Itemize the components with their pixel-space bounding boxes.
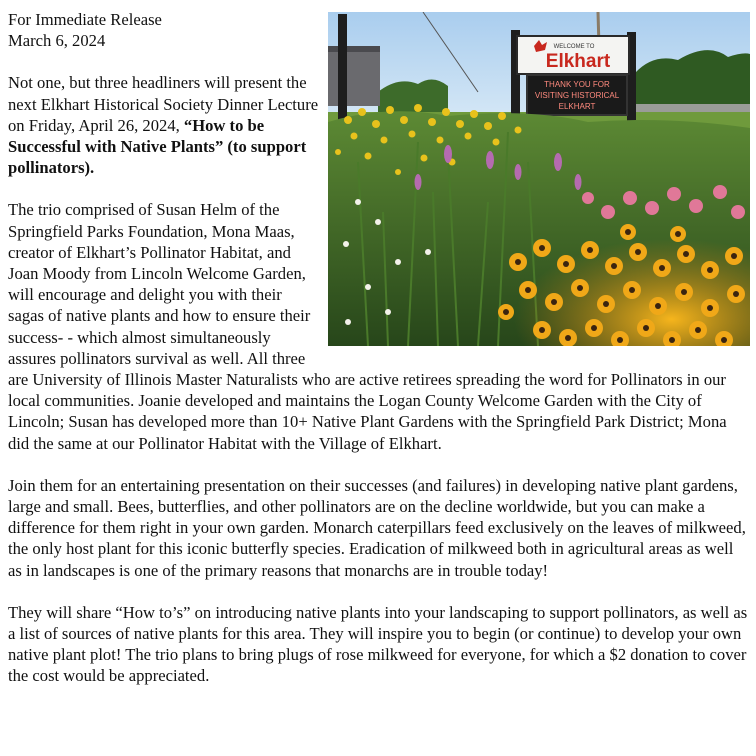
garden-photo-illustration [328,12,750,346]
building [328,46,380,106]
intro-lead: Not one, but three headliners will present the next Elkhart Historical Society Dinner Lecture on Friday, April 26, 2024, [8,73,319,135]
marquee-line-3: ELKHART [558,102,596,111]
sign-post-left [338,14,347,122]
press-release [8,9,750,687]
speakers-paragraph: The trio comprised of Susan Helm of the Springfield Parks Foundation, Mona Maas, creator of Elkhart’s Pollinator Habitat, and Joan Moody from Lincoln Welcome Garden, will encourage and delight you with their sagas of native plants and how to ensure their success- - which almost simultaneously assures pollinators survival as well. All three are University of Illinois Master Naturalists who are active retirees spreading the word for Pollinators in our local communities. Joanie developed and maintains the Logan County Welcome Garden with the City of Lincoln; Susan has developed more than 10+ Native Plant Gardens with the Springfield Park District; Mona did the same at our Pollinator Habitat with the Village of Elkhart. [8,200,727,453]
sign-town-text: Elkhart [545,51,611,72]
lecture-title: “How to be Successful with Native Plants” (to support pollinators). [8,115,307,178]
release-line: For Immediate Release [8,10,162,29]
sign-welcome-text: WELCOME TO [553,44,595,50]
closing-paragraph: They will share “How to’s” on introducing native plants into your landscaping to support pollinators, as well as a list of sources of native plants for this area. They will inspire you to begin (or continue) to develop your own native plant plot! The trio plans to bring plugs of rose milkweed for everyone, for which a $2 donation to cover the cost would be appreciated. [8,602,748,686]
release-date: March 6, 2024 [8,31,106,51]
garden-photo [328,12,750,346]
marquee-line-1: THANK YOU FOR [544,80,610,89]
marquee-line-2: VISITING HISTORICAL [534,91,620,100]
presentation-paragraph: Join them for an entertaining presentation on their successes (and failures) in developing native plant gardens, large and small. Bees, butterflies, and other pollinators are on the decline worldwide, but you can make a difference for them right in your own garden. Monarch caterpillars feed exclusively on the leaves of milkweed, the only host plant for this iconic butterfly species. Eradication of milkweed both in agricultural areas as well as in landscapes is one of the primary reasons that monarchs are in trouble today! [8,475,746,580]
